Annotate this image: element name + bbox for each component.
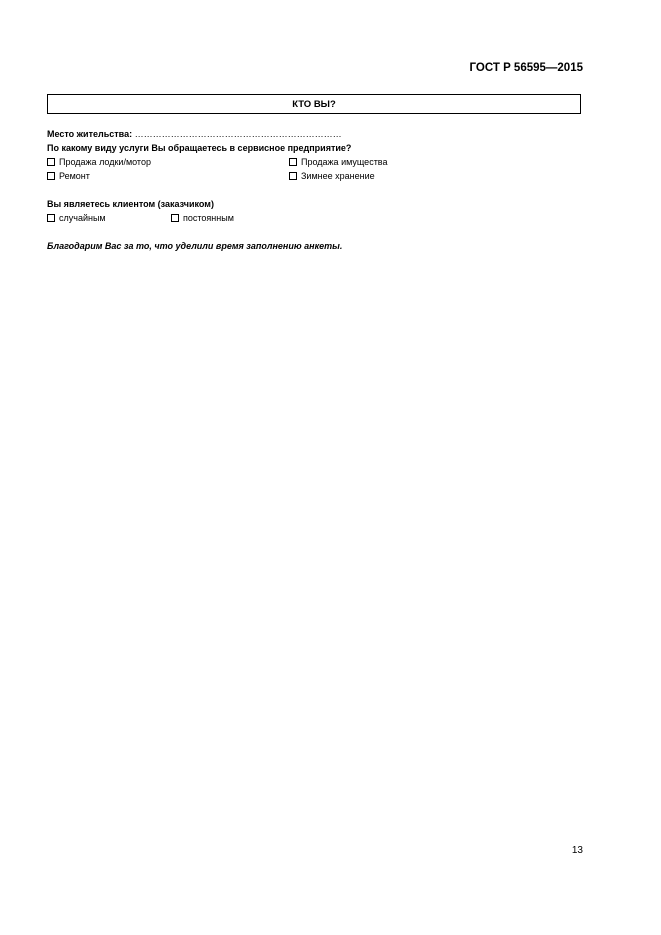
- option-winter-storage[interactable]: [289, 171, 375, 181]
- residence-field[interactable]: ……………………………………………………………: [134, 129, 342, 139]
- option-label: Ремонт: [59, 171, 90, 181]
- checkbox-icon[interactable]: [171, 214, 179, 222]
- checkbox-icon[interactable]: [289, 158, 297, 166]
- option-label: Продажа лодки/мотор: [59, 157, 151, 167]
- thanks-note: Благодарим Вас за то, что уделили время заполнению анкеты.: [47, 241, 343, 251]
- option-property-sale[interactable]: [289, 157, 388, 167]
- client-question: Вы являетесь клиентом (заказчиком): [47, 199, 214, 209]
- checkbox-icon[interactable]: [289, 172, 297, 180]
- option-regular[interactable]: [171, 213, 234, 223]
- option-label: Зимнее хранение: [301, 171, 375, 181]
- option-label: постоянным: [183, 213, 234, 223]
- option-boat-sale[interactable]: [47, 157, 151, 167]
- option-repair[interactable]: [47, 171, 90, 181]
- page-number: 13: [571, 845, 583, 856]
- checkbox-icon[interactable]: [47, 158, 55, 166]
- section-title: КТО ВЫ?: [292, 98, 336, 110]
- document-code: ГОСТ Р 56595—2015: [469, 62, 583, 74]
- option-label: случайным: [59, 213, 106, 223]
- section-title-box: [47, 94, 581, 114]
- checkbox-icon[interactable]: [47, 214, 55, 222]
- option-label: Продажа имущества: [301, 157, 388, 167]
- option-occasional[interactable]: [47, 213, 106, 223]
- checkbox-icon[interactable]: [47, 172, 55, 180]
- service-question: По какому виду услуги Вы обращаетесь в сервисное предприятие?: [47, 143, 352, 153]
- residence-line: [47, 129, 342, 139]
- residence-label: Место жительства:: [47, 129, 133, 139]
